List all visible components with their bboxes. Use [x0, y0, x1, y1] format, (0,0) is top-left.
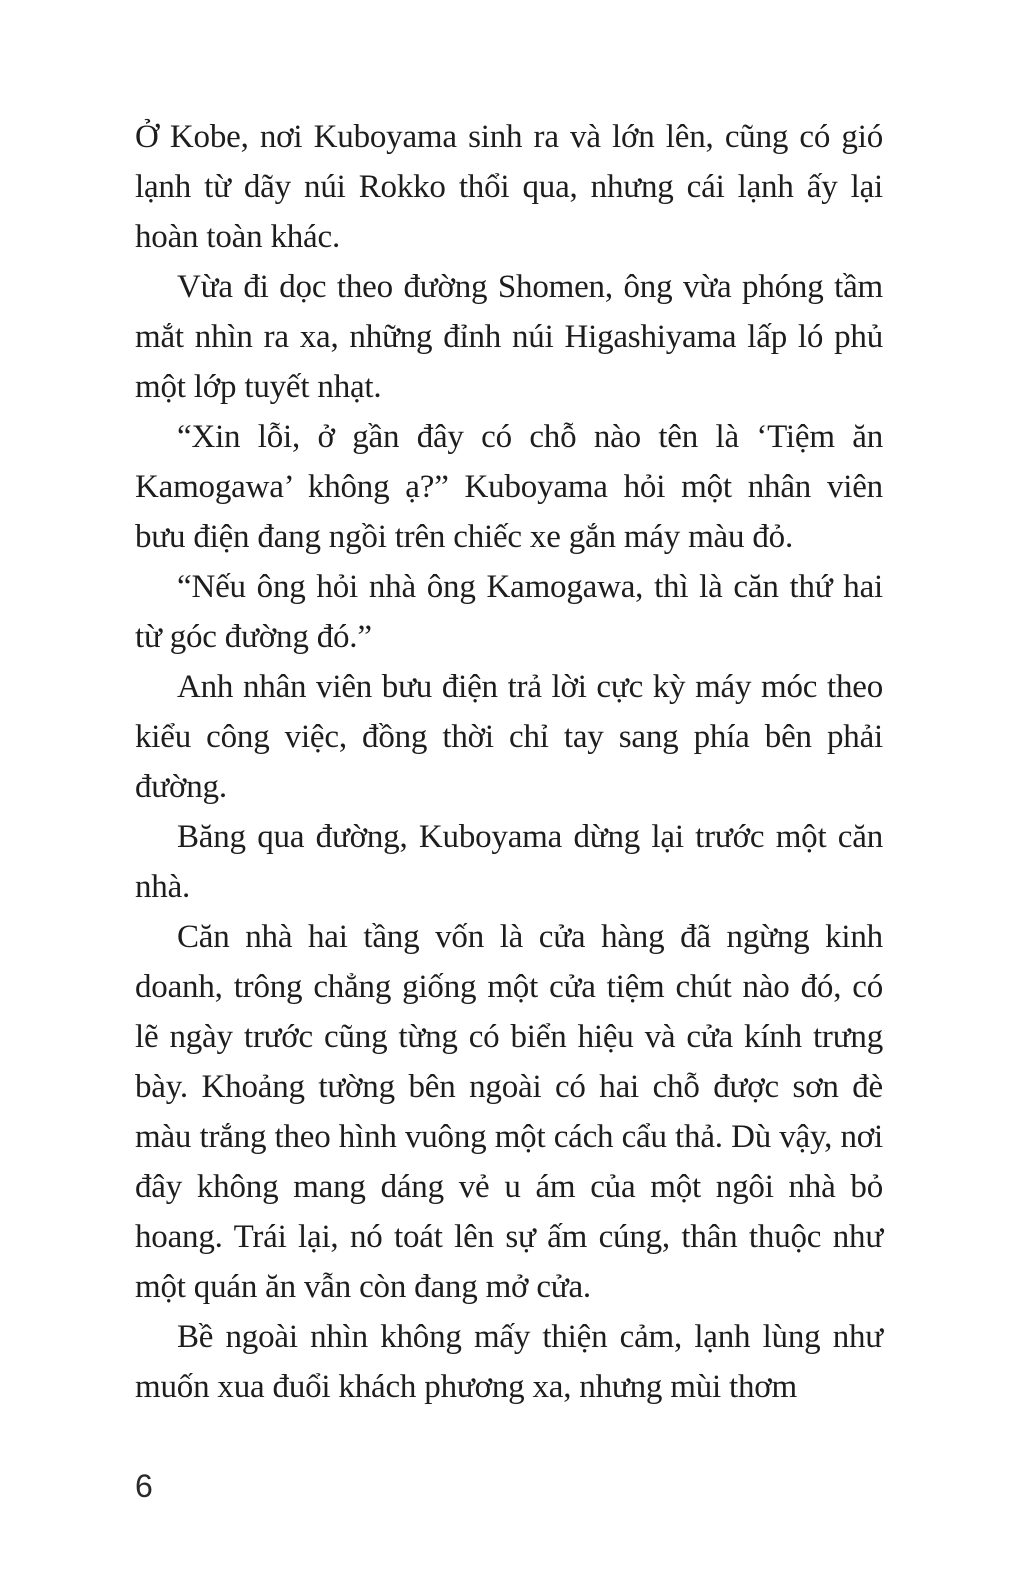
paragraph: “Xin lỗi, ở gần đây có chỗ nào tên là ‘Tiệm ăn Kamogawa’ không ạ?” Kuboyama hỏi một nhân viên bưu điện đang ngồi trên chiếc xe gắn máy màu đỏ. — [135, 419, 883, 555]
paragraph: “Nếu ông hỏi nhà ông Kamogawa, thì là căn thứ hai từ góc đường đó.” — [135, 569, 883, 655]
paragraph: Băng qua đường, Kuboyama dừng lại trước một căn nhà. — [135, 819, 883, 905]
paragraph: Bề ngoài nhìn không mấy thiện cảm, lạnh lùng như muốn xua đuổi khách phương xa, nhưng mùi thơm — [135, 1319, 883, 1405]
paragraph: Vừa đi dọc theo đường Shomen, ông vừa phóng tầm mắt nhìn ra xa, những đỉnh núi Higashiyama lấp ló phủ một lớp tuyết nhạt. — [135, 269, 883, 405]
paragraph: Căn nhà hai tầng vốn là cửa hàng đã ngừng kinh doanh, trông chẳng giống một cửa tiệm chút nào đó, có lẽ ngày trước cũng từng có biển hiệu và cửa kính trưng bày. Khoảng tường bên ngoài có hai chỗ được sơn đè màu trắng theo hình vuông một cách cẩu thả. Dù vậy, nơi đây không mang dáng vẻ u ám của một ngôi nhà bỏ hoang. Trái lại, nó toát lên sự ấm cúng, thân thuộc như một quán ăn vẫn còn đang mở cửa. — [135, 919, 883, 1305]
page-number: 6 — [135, 1468, 153, 1504]
body-text — [135, 112, 883, 1412]
paragraph: Anh nhân viên bưu điện trả lời cực kỳ máy móc theo kiểu công việc, đồng thời chỉ tay sang phía bên phải đường. — [135, 669, 883, 805]
paragraph: Ở Kobe, nơi Kuboyama sinh ra và lớn lên, cũng có gió lạnh từ dãy núi Rokko thổi qua, nhưng cái lạnh ấy lại hoàn toàn khác. — [135, 119, 883, 255]
